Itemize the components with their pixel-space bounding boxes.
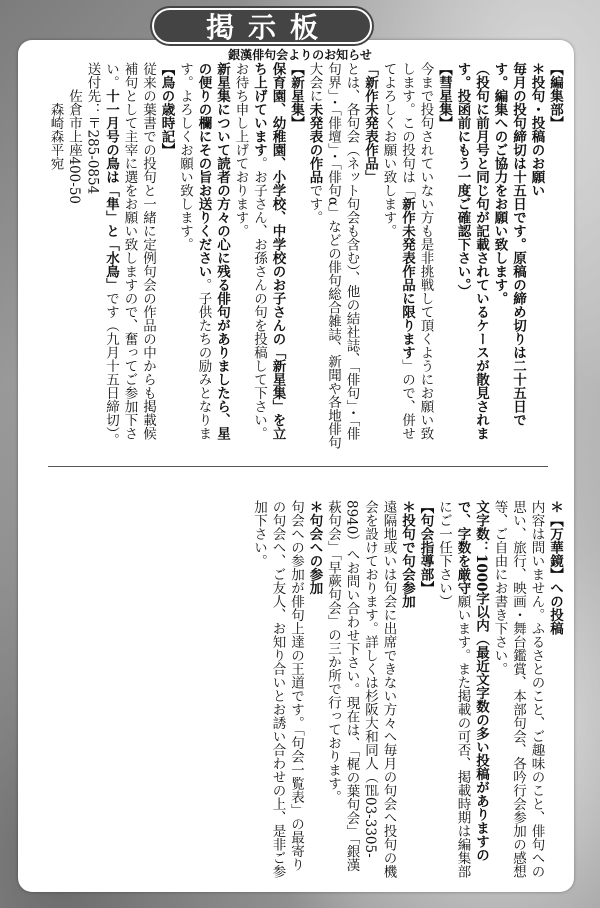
section-divider — [48, 466, 548, 467]
notice-paragraph: 森崎森平宛 — [47, 62, 64, 170]
notice-paragraph — [250, 500, 306, 880]
heading-text: 「新作未発表作品」 — [362, 62, 378, 184]
section-heading — [435, 62, 454, 452]
section-heading — [416, 500, 435, 880]
notice-paragraph: ＊投句で句会参加 — [399, 500, 415, 608]
body-text: 今まで投句されていない方も是非挑戦して頂くようにお願い致します。この投句は「 — [399, 62, 434, 440]
body-text: 。子供たちの励みとなります。よろしくお願い致します。 — [177, 62, 212, 440]
body-text: 。お子さん、お孫さんの句を投稿して下さい。お待ち申し上げております。 — [232, 62, 267, 440]
top-notices — [44, 62, 564, 452]
notice-paragraph: ＊句会への参加 — [306, 500, 323, 595]
emphasis-text: 未発表の作品 — [306, 102, 323, 184]
section-heading — [546, 500, 565, 880]
heading-text: 【鳥の歳時記】 — [158, 62, 175, 157]
notice-paragraph — [305, 62, 361, 452]
heading-text: 【新星集】 — [288, 62, 304, 130]
notice-paragraph: ＊投句・投稿のお願い — [528, 62, 545, 197]
notice-paragraph — [324, 500, 398, 880]
body-text: とは、各句会（ネット句会も含む）、他の結社誌、「俳句」・「俳句界」・「俳壇」・「俳句α」などの俳句総合雑誌、新聞や各地俳句大会に — [306, 62, 360, 450]
body-text: 従来の葉書での投句と一緒に定例句会の作品の中からも掲載候補句として主宰に選をお願い致しますので、奮ってご参加下さい。 — [103, 62, 156, 440]
body-text: です（九月十五日締切）。 — [103, 291, 119, 447]
notice-paragraph: 送付先：〒285‐0854 — [84, 62, 101, 195]
emphasis-text: 保育園、幼稚園、小学校、中学校のお子さんの「新星集」を立ち上げています — [251, 62, 286, 440]
heading-text: 【彗星集】 — [436, 62, 452, 130]
notice-paragraph: 毎月の投句締切は十五日です。原稿の締め切りは二十五日です。編集へのご協力をお願い致します。 — [491, 62, 526, 427]
page-title: 掲示板 — [152, 8, 372, 44]
section-heading — [157, 62, 176, 452]
emphasis-text: 新星集について読者の方々の心に残る俳句がありましたら、星の便りの欄にその旨お送りください — [195, 62, 230, 440]
emphasis-text: 文字数：1000字以内（最近文字数の多い投稿がありますので、字数を厳守 — [454, 500, 489, 862]
emphasis-text: 新作未発表作品に限ります — [399, 197, 415, 359]
notice-paragraph: （投句に前月号と同じ句が記載されているケースが散見されます。投函前にもう一度ご確認下さい。） — [454, 62, 489, 440]
notice-paragraph — [231, 62, 287, 452]
heading-text: 【句会指導部】 — [417, 500, 434, 595]
section-heading — [287, 62, 306, 452]
body-text: 」ので、併せてよろしくお願い致します。 — [380, 62, 415, 440]
body-text: です。 — [306, 183, 323, 224]
notice-paragraph — [490, 500, 546, 880]
notice-paragraph — [176, 62, 232, 452]
body-text: 内容は問いません。ふるさとのこと、ご趣味のこと、俳句への思い、旅行、映画・舞台鑑賞、本部句会、各吟行会参加の感想等、ご自由にお書き下さい。 — [491, 500, 545, 878]
body-text: 句会への参加が俳句上達の王道です。「句会一覧表」の最寄りの句会へ、ご友人、お知り合いとお誘い合わせの上、是非ご参加下さい。 — [251, 500, 304, 878]
notice-paragraph: 佐倉市上座400‐50 — [66, 62, 82, 205]
section-heading — [361, 62, 380, 452]
section-heading — [546, 62, 565, 452]
body-text: 願います。また掲載の可否、掲載時期は編集部にご一任下さい） — [436, 500, 471, 878]
heading-text: 【編集部】 — [547, 62, 563, 130]
body-text: 遠隔地或いは句会に出席できない方々へ毎月の句会へ投句の機会を設けております。詳しくは杉阪大和同人（℡03‐3305‐8940）へお問い合わせ下さい。現在は、「梶の葉句会」「銀漢萩句会」「早蕨句会」の三か所で行っております。 — [325, 500, 397, 878]
emphasis-text: 十一月号の鳥は「隼」と「水鳥」 — [103, 89, 119, 292]
heading-text: ＊【万華鏡】への投稿 — [547, 500, 563, 635]
bottom-notices — [44, 500, 564, 880]
notice-paragraph — [379, 62, 435, 452]
notice-paragraph — [102, 62, 158, 452]
page-subtitle: 銀漢俳句会よりのお知らせ — [228, 48, 372, 62]
notice-paragraph — [435, 500, 491, 880]
